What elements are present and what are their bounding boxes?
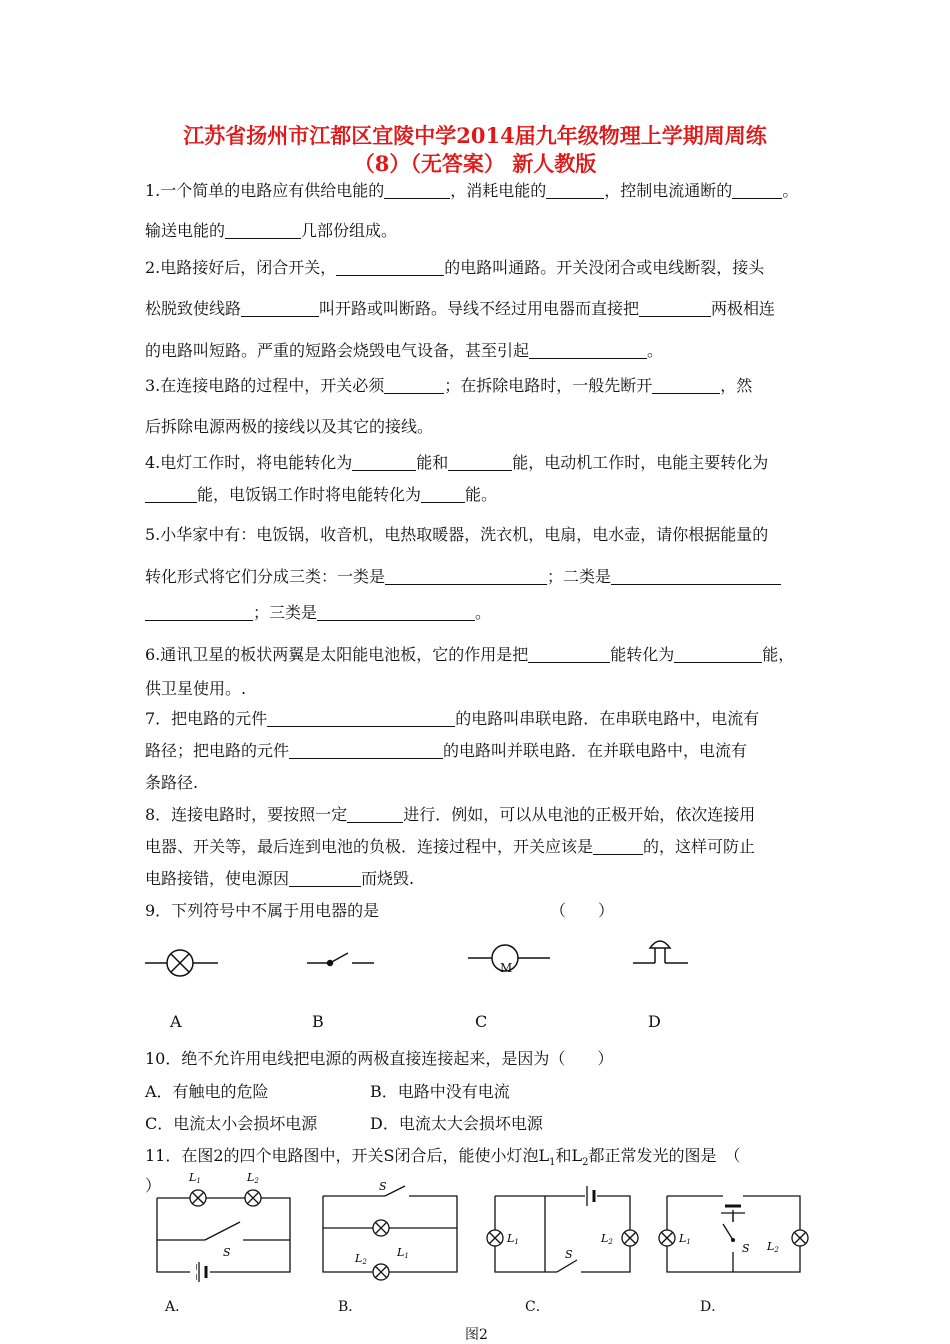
q7-text-c: 路径；把电路的元件 bbox=[145, 741, 290, 760]
q2-text-g: 。 bbox=[647, 341, 664, 360]
q10-option-c: C．电流太小会损坏电源 bbox=[145, 1114, 318, 1133]
q8-text-b: 进行．例如，可以从电池的正极开始，依次连接用 bbox=[403, 805, 756, 824]
q5-text-d: ；三类是 bbox=[253, 603, 318, 622]
circuit-d-battery bbox=[721, 1194, 745, 1222]
figure-2-circuits bbox=[145, 1160, 825, 1290]
q2-text-b: 的电路叫通路。开关没闭合或电线断裂，接头 bbox=[444, 258, 765, 277]
blank bbox=[145, 604, 253, 621]
switch-symbol bbox=[307, 953, 374, 966]
blank bbox=[674, 646, 762, 663]
q4-text-b: 能和 bbox=[416, 453, 449, 472]
circuit-c-label-l2: L2 bbox=[601, 1232, 613, 1246]
blank bbox=[652, 377, 720, 394]
q11-text-c: 都正常发光的图是 （ bbox=[588, 1146, 741, 1165]
q9-option-c: C bbox=[475, 1012, 488, 1031]
q6-text-b: 能转化为 bbox=[610, 645, 675, 664]
q3-text-b: ；在拆除电路时，一般先断开 bbox=[444, 376, 653, 395]
q2-line2 bbox=[145, 296, 775, 319]
q8-text-f: 而烧毁. bbox=[361, 869, 415, 888]
circuit-c-switch bbox=[557, 1260, 581, 1278]
blank bbox=[352, 454, 416, 471]
circuit-a-label-l1: L1 bbox=[189, 1171, 201, 1185]
q9-stem bbox=[145, 898, 379, 921]
page-title-line2: （8）（无答案） 新人教版 bbox=[353, 151, 597, 176]
q5-line2 bbox=[145, 564, 781, 587]
subscript: 2 bbox=[582, 1157, 589, 1169]
q9-option-b: B bbox=[312, 1012, 324, 1031]
q8-line1 bbox=[145, 802, 755, 825]
blank bbox=[317, 604, 475, 621]
q1-text-b: ，消耗电能的 bbox=[450, 181, 547, 200]
blank bbox=[384, 377, 444, 394]
q5-line3 bbox=[145, 600, 491, 623]
q11-option-a: A． bbox=[165, 1299, 190, 1315]
q2-line1 bbox=[145, 255, 764, 278]
q7-text-a: 7．把电路的元件 bbox=[145, 709, 268, 728]
page-title-line1: 江苏省扬州市江都区宜陵中学2014届九年级物理上学期周周练 bbox=[183, 123, 767, 148]
circuit-c-label-s: S bbox=[565, 1248, 573, 1261]
blank bbox=[267, 710, 455, 727]
blank bbox=[145, 486, 197, 503]
circuit-b-label-l2: L2 bbox=[355, 1252, 367, 1266]
blank bbox=[289, 742, 443, 759]
q8-text-c: 电器、开关等，最后连到电池的负极．连接过程中，开关应该是 bbox=[145, 837, 594, 856]
q10-option-b: B．电路中没有电流 bbox=[370, 1082, 510, 1101]
q1-line2 bbox=[145, 218, 397, 241]
q8-line3 bbox=[145, 866, 414, 889]
q6-text-d: 供卫星使用。. bbox=[145, 679, 247, 698]
circuit-b-switch bbox=[385, 1186, 409, 1202]
q9-text: 9．下列符号中不属于用电器的是 bbox=[145, 901, 380, 920]
circuit-b-label-s: S bbox=[379, 1180, 387, 1193]
q10-option-d: D．电流太大会损坏电源 bbox=[370, 1114, 543, 1133]
q3-line2 bbox=[145, 414, 433, 437]
q5-text-e: 。 bbox=[475, 603, 492, 622]
blank bbox=[225, 222, 301, 239]
circuit-c-label-l1: L1 bbox=[507, 1232, 519, 1246]
circuit-a-label-s: S bbox=[223, 1246, 231, 1259]
circuit-a-lamp-l1 bbox=[190, 1190, 206, 1206]
circuit-c bbox=[495, 1196, 630, 1272]
q8-text-d: 的，这样可防止 bbox=[643, 837, 756, 856]
bell-symbol bbox=[633, 941, 688, 963]
q1-text-a: 1.一个简单的电路应有供给电能的 bbox=[145, 181, 385, 200]
blank bbox=[611, 568, 781, 585]
q4-line2 bbox=[145, 482, 497, 505]
circuit-a bbox=[157, 1198, 290, 1280]
circuit-d-label-l1: L1 bbox=[679, 1232, 691, 1246]
blank bbox=[593, 838, 643, 855]
blank bbox=[546, 182, 604, 199]
blank bbox=[529, 342, 647, 359]
q11-text-a: 11．在图2的四个电路图中，开关S闭合后，能使小灯泡L bbox=[145, 1146, 550, 1165]
q4-text-c: 能，电动机工作时，电能主要转化为 bbox=[512, 453, 769, 472]
q7-line3 bbox=[145, 770, 198, 793]
q5-line1 bbox=[145, 522, 768, 545]
q1-text-d: 。 bbox=[782, 181, 799, 200]
q11-option-b: B． bbox=[338, 1299, 363, 1315]
q2-text-c: 松脱致使线路 bbox=[145, 299, 242, 318]
blank bbox=[448, 454, 512, 471]
circuit-c-battery bbox=[585, 1186, 597, 1206]
blank bbox=[421, 486, 465, 503]
q7-line1 bbox=[145, 706, 759, 729]
q2-text-f: 的电路叫短路。严重的短路会烧毁电气设备，甚至引起 bbox=[145, 341, 530, 360]
q2-line3 bbox=[145, 338, 663, 361]
circuit-d-lamp-l2 bbox=[792, 1230, 808, 1246]
q2-text-a: 2.电路接好后，闭合开关， bbox=[145, 258, 337, 277]
q7-text-b: 的电路叫串联电路．在串联电路中，电流有 bbox=[455, 709, 760, 728]
q3-line1 bbox=[145, 373, 752, 396]
q5-text-b: 转化形式将它们分成三类：一类是 bbox=[145, 567, 386, 586]
q9-paren bbox=[550, 898, 614, 921]
q7-text-e: 条路径. bbox=[145, 773, 199, 792]
q6-text-a: 6.通讯卫星的板状两翼是太阳能电池板，它的作用是把 bbox=[145, 645, 529, 664]
q1-text-c: ，控制电流通断的 bbox=[604, 181, 733, 200]
q8-text-e: 电路接错，使电源因 bbox=[145, 869, 290, 888]
q7-line2 bbox=[145, 738, 747, 761]
circuit-a-label-l2: L2 bbox=[247, 1171, 259, 1185]
q9-option-a: A bbox=[170, 1012, 182, 1031]
q10-stem bbox=[145, 1046, 613, 1069]
q1-text-f: 几部份组成。 bbox=[301, 221, 398, 240]
circuit-d-lamp-l1 bbox=[659, 1230, 675, 1246]
blank bbox=[289, 870, 361, 887]
blank bbox=[384, 182, 450, 199]
blank bbox=[241, 300, 319, 317]
q1-line1 bbox=[145, 178, 798, 201]
q6-line2 bbox=[145, 676, 246, 699]
q5-text-c: ；二类是 bbox=[547, 567, 612, 586]
circuit-b-lamp-bottom bbox=[373, 1264, 389, 1280]
answer-paren: （ ） bbox=[550, 901, 615, 920]
q11-option-c: C． bbox=[525, 1299, 550, 1315]
figure-caption: 图2 bbox=[465, 1327, 488, 1343]
q3-text-a: 3.在连接电路的过程中，开关必须 bbox=[145, 376, 385, 395]
circuit-b-lamp-top bbox=[373, 1220, 389, 1236]
circuit-c-lamp-l2 bbox=[622, 1230, 638, 1246]
q2-text-d: 叫开路或叫断路。导线不经过用电器而直接把 bbox=[319, 299, 640, 318]
q6-text-c: 能， bbox=[762, 645, 795, 664]
q4-text-d: 能，电饭锅工作时将电能转化为 bbox=[197, 485, 422, 504]
circuit-b bbox=[323, 1196, 457, 1272]
q9-symbols bbox=[140, 930, 700, 986]
circuit-d-switch-pivot bbox=[731, 1238, 735, 1242]
circuit-a-battery bbox=[197, 1262, 209, 1282]
blank bbox=[528, 646, 610, 663]
circuit-a-lamp-l2 bbox=[245, 1190, 261, 1206]
q11-option-d: D． bbox=[700, 1299, 726, 1315]
blank bbox=[336, 259, 444, 276]
q10-option-a: A．有触电的危险 bbox=[145, 1082, 269, 1101]
circuit-b-label-l1: L1 bbox=[397, 1246, 409, 1260]
motor-letter: M bbox=[500, 961, 513, 975]
q2-text-e: 两极相连 bbox=[711, 299, 776, 318]
q4-text-a: 4.电灯工作时，将电能转化为 bbox=[145, 453, 353, 472]
q4-text-e: 能。 bbox=[465, 485, 498, 504]
circuit-d-label-s: S bbox=[742, 1242, 750, 1255]
q4-line1 bbox=[145, 450, 768, 473]
blank bbox=[732, 182, 782, 199]
q11-text-b: 和L bbox=[555, 1146, 583, 1165]
q7-text-d: 的电路叫并联电路．在并联电路中，电流有 bbox=[443, 741, 748, 760]
lamp-symbol bbox=[145, 950, 218, 976]
blank bbox=[639, 300, 711, 317]
q5-text-a: 5.小华家中有：电饭锅，收音机，电热取暖器，洗衣机，电扇，电水壶，请你根据能量的 bbox=[145, 525, 769, 544]
q3-text-d: 后拆除电源两极的接线以及其它的接线。 bbox=[145, 417, 434, 436]
blank bbox=[385, 568, 547, 585]
q9-option-d: D bbox=[648, 1012, 661, 1031]
q8-line2 bbox=[145, 834, 755, 857]
q10-text: 10．绝不允许用电线把电源的两极直接连接起来，是因为（ ） bbox=[145, 1049, 614, 1068]
subscript: 1 bbox=[549, 1157, 556, 1169]
circuit-c-lamp-l1 bbox=[487, 1230, 503, 1246]
q8-text-a: 8．连接电路时，要按照一定 bbox=[145, 805, 348, 824]
circuit-d-label-l2: L2 bbox=[767, 1240, 779, 1254]
q11-close-paren: ） bbox=[145, 1176, 162, 1195]
q3-text-c: ，然 bbox=[720, 376, 753, 395]
q6-line1 bbox=[145, 642, 794, 665]
q1-text-e: 输送电能的 bbox=[145, 221, 226, 240]
blank bbox=[347, 806, 403, 823]
